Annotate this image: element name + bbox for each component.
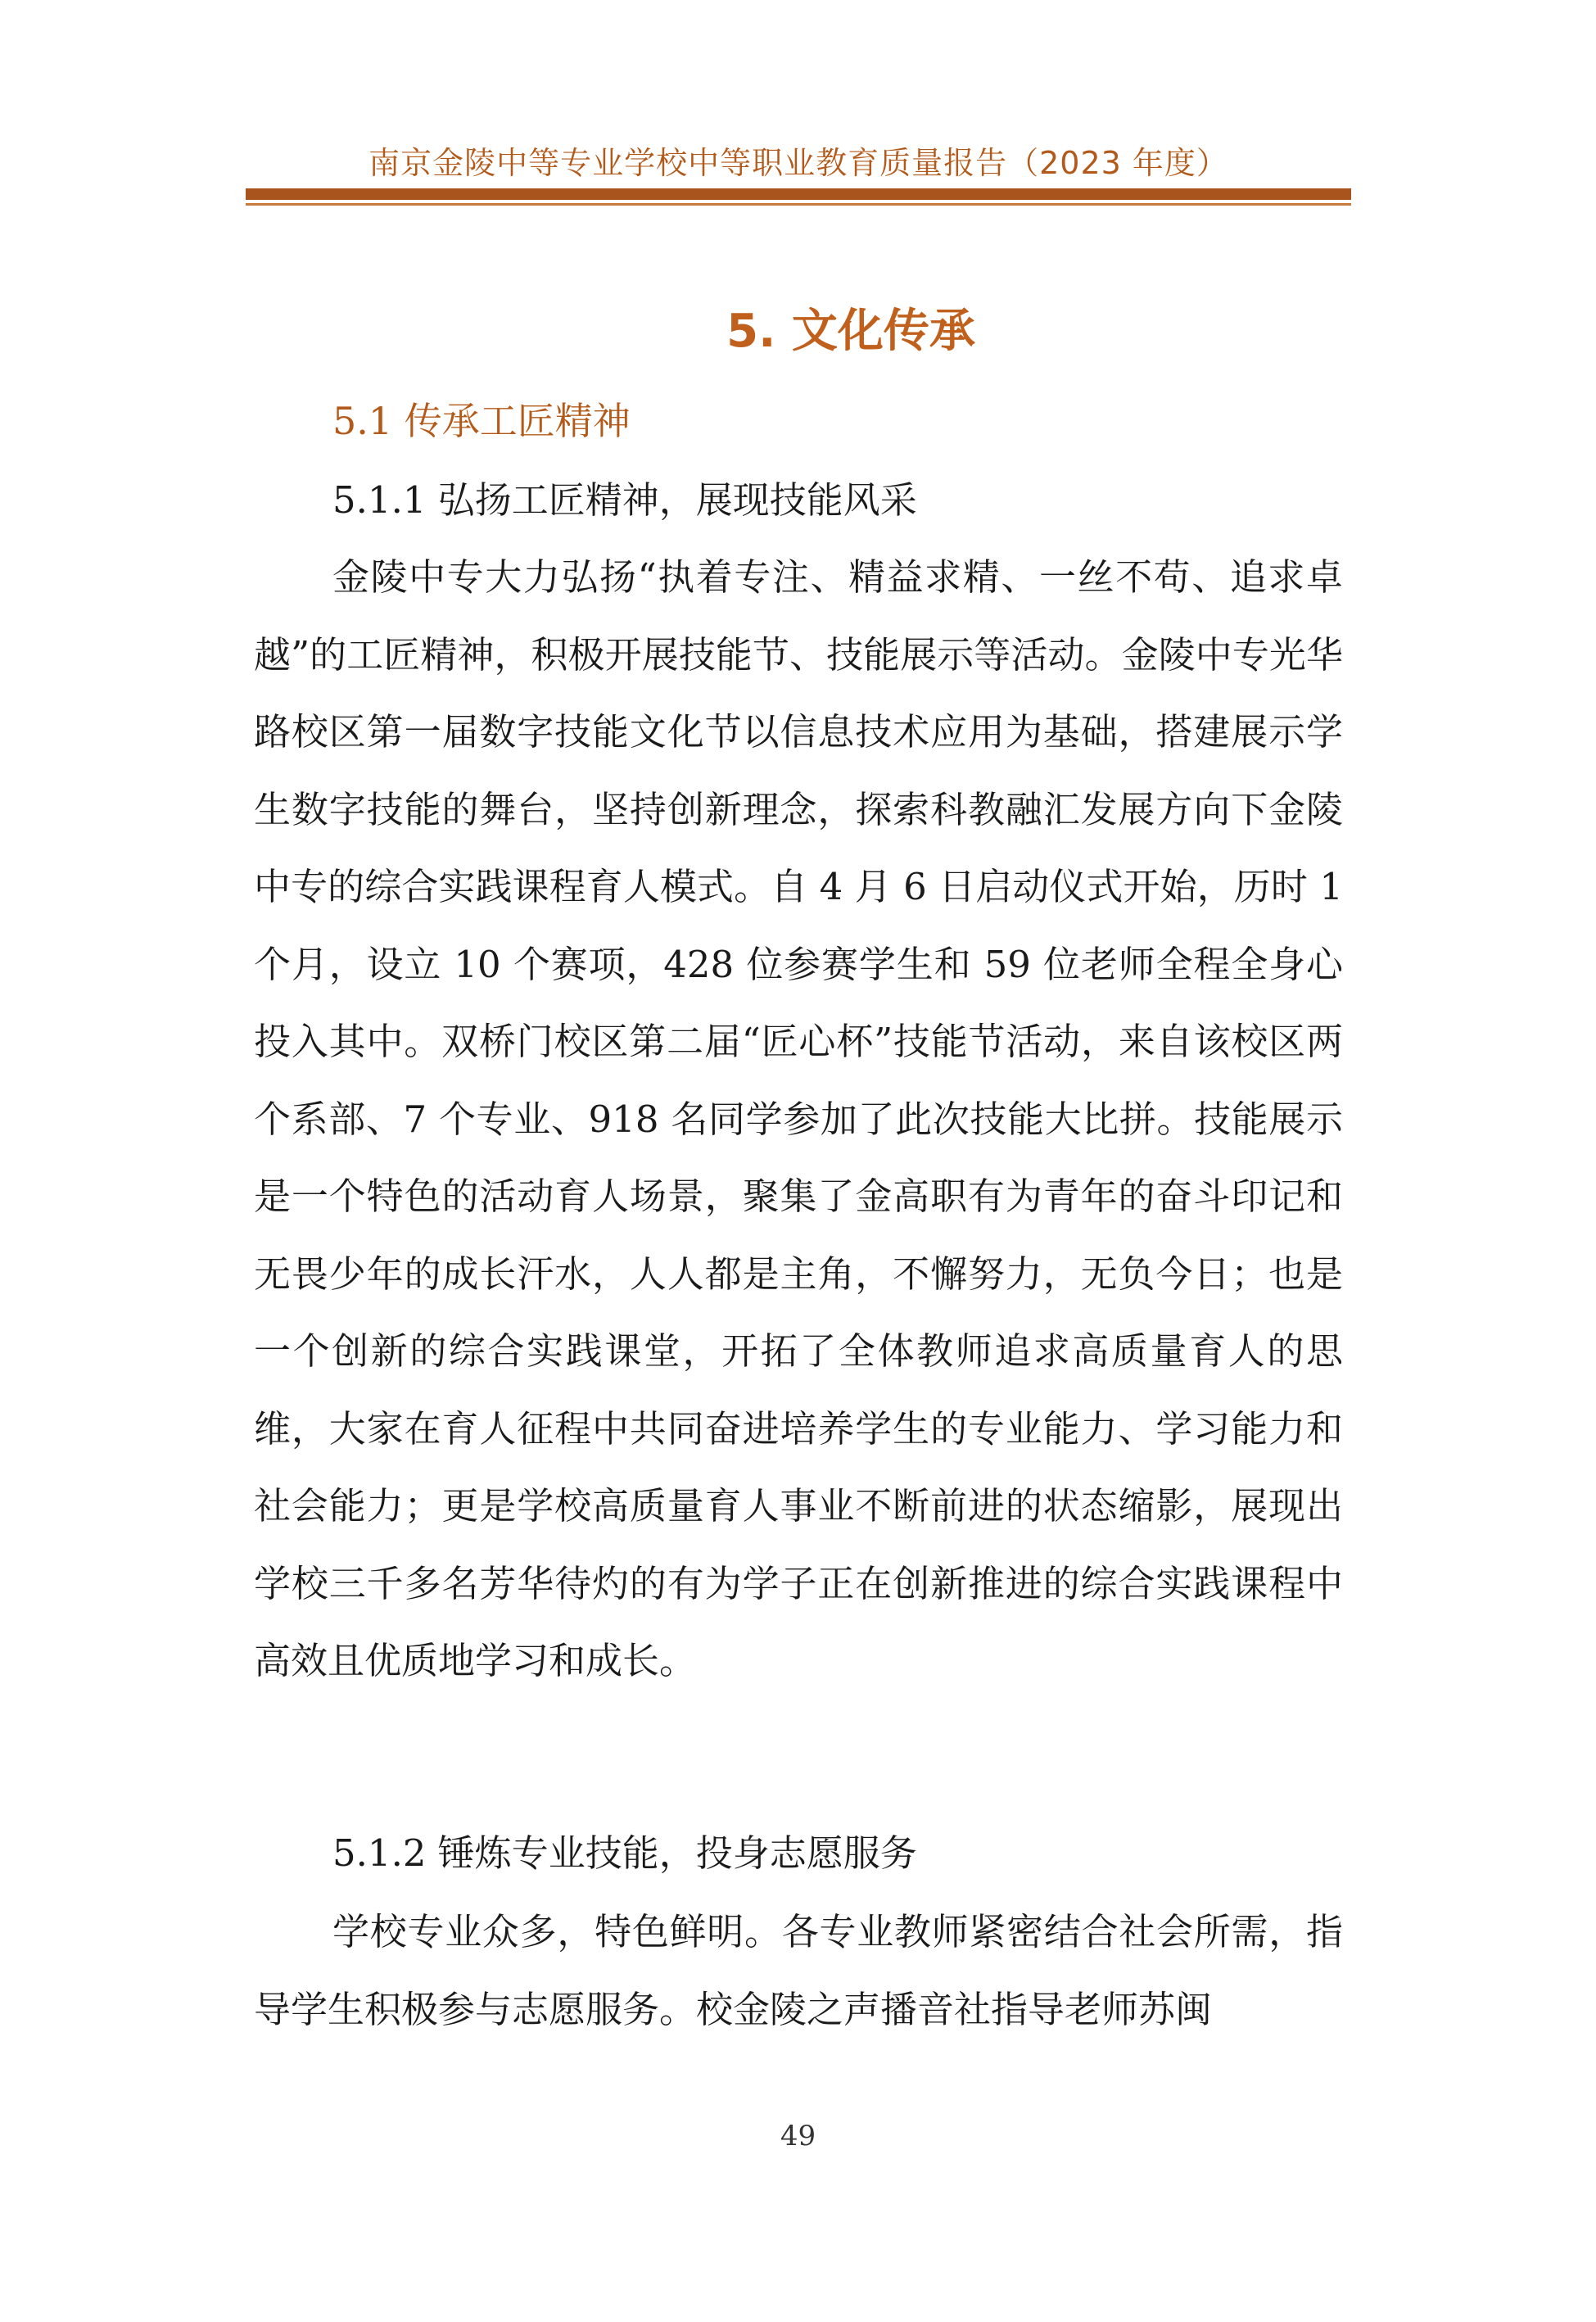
header-rule-thick bbox=[246, 188, 1351, 200]
subsection-title-5-1-1: 5.1.1 弘扬工匠精神，展现技能风采 bbox=[332, 478, 917, 522]
chapter-title: 5. 文化传承 bbox=[726, 305, 975, 358]
page-number: 49 bbox=[780, 2120, 816, 2152]
paragraph-5-1-2: 学校专业众多，特色鲜明。各专业教师紧密结合社会所需，指导学生积极参与志愿服务。校金陵之声播音社指导老师苏闽 bbox=[254, 1910, 1343, 2031]
running-header-title: 南京金陵中等专业学校中等职业教育质量报告（2023 年度） bbox=[368, 145, 1228, 181]
section-title: 5.1 传承工匠精神 bbox=[332, 399, 631, 443]
subsection-title-5-1-2: 5.1.2 锤炼专业技能，投身志愿服务 bbox=[332, 1831, 917, 1875]
paragraph-5-1-1: 金陵中专大力弘扬“执着专注、精益求精、一丝不苟、追求卓越”的工匠精神，积极开展技能节、技能展示等活动。金陵中专光华路校区第一届数字技能文化节以信息技术应用为基础，搭建展示学生数字技能的舞台，坚持创新理念，探索科教融汇发展方向下金陵中专的综合实践课程育人模式。自 4 月 6 日启动仪式开始，历时 1 个月，设立 10 个赛项，428 位参赛学生和 59 位老师全程全身心投入其中。双桥门校区第二届“匠心杯”技能节活动，来自该校区两个系部、7 个专业、918 名同学参加了此次技能大比拼。技能展示是一个特色的活动育人场景，聚集了金高职有为青年的奋斗印记和无畏少年的成长汗水，人人都是主角，不懈努力，无负今日；也是一个创新的综合实践课堂，开拓了全体教师追求高质量育人的思维，大家在育人征程中共同奋进培养学生的专业能力、学习能力和社会能力；更是学校高质量育人事业不断前进的状态缩影，展现出学校三千多名芳华待灼的有为学子正在创新推进的综合实践课程中高效且优质地学习和成长。 bbox=[254, 555, 1343, 1682]
header-rule-thin bbox=[246, 203, 1351, 206]
